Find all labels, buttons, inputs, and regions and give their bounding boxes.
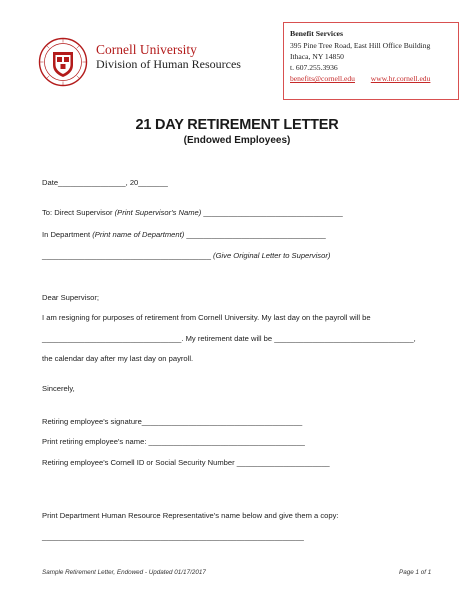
email-link[interactable]: benefits@cornell.edu (290, 74, 355, 83)
closing: Sincerely, (42, 384, 75, 393)
document-title: 21 DAY RETIREMENT LETTER (135, 117, 339, 133)
benefit-contact-links (290, 74, 430, 83)
paragraph-line-3: the calendar day after my last day on payroll. (42, 354, 194, 363)
to-label: To: Direct Supervisor (42, 208, 115, 217)
division-name: Division of Human Resources (96, 57, 241, 71)
cornell-seal-icon (38, 37, 88, 87)
benefit-phone: t. 607.255.3936 (290, 63, 338, 72)
date-line[interactable]: Date________________, 20_______ (42, 178, 168, 187)
benefit-services-title: Benefit Services (290, 29, 344, 38)
website-link[interactable]: www.hr.cornell.edu (370, 74, 431, 83)
dept-blank[interactable]: _________________________________ (184, 230, 326, 239)
benefit-address-line1: 395 Pine Tree Road, East Hill Office Building (290, 41, 431, 50)
benefit-address-line2: Ithaca, NY 14850 (290, 52, 344, 61)
original-blank[interactable]: ________________________________________ (42, 251, 211, 260)
to-supervisor-line[interactable] (42, 208, 343, 217)
paragraph-line-2[interactable]: _________________________________. My retirement date will be _________________________________, (42, 334, 416, 343)
salutation: Dear Supervisor; (42, 293, 99, 302)
to-blank[interactable]: _________________________________ (201, 208, 343, 217)
signature-line[interactable]: Retiring employee's signature______________________________________ (42, 417, 303, 426)
dept-label: In Department (42, 230, 93, 239)
benefit-services-box (283, 22, 459, 100)
id-line[interactable]: Retiring employee's Cornell ID or Social Security Number ______________________ (42, 458, 330, 467)
print-name-line[interactable]: Print retiring employee's name: _____________________________________ (42, 437, 305, 446)
original-hint: (Give Original Letter to Supervisor) (210, 251, 331, 260)
dept-hint: (Print name of Department) (92, 230, 185, 239)
original-letter-line[interactable] (42, 251, 330, 260)
university-name: Cornell University (96, 42, 197, 57)
department-line[interactable] (42, 230, 326, 239)
page-number: Page 1 of 1 (399, 569, 432, 576)
footer-note: Sample Retirement Letter, Endowed - Updated 01/17/2017 (42, 569, 206, 576)
to-hint: (Print Supervisor's Name) (114, 208, 202, 217)
paragraph-line-1: I am resigning for purposes of retirement from Cornell University. My last day on the payroll will be (42, 313, 371, 322)
document-subtitle: (Endowed Employees) (183, 135, 291, 146)
hr-rep-blank[interactable]: ______________________________________________________________ (42, 532, 304, 541)
hr-rep-instruction: Print Department Human Resource Representative's name below and give them a copy: (42, 511, 339, 520)
